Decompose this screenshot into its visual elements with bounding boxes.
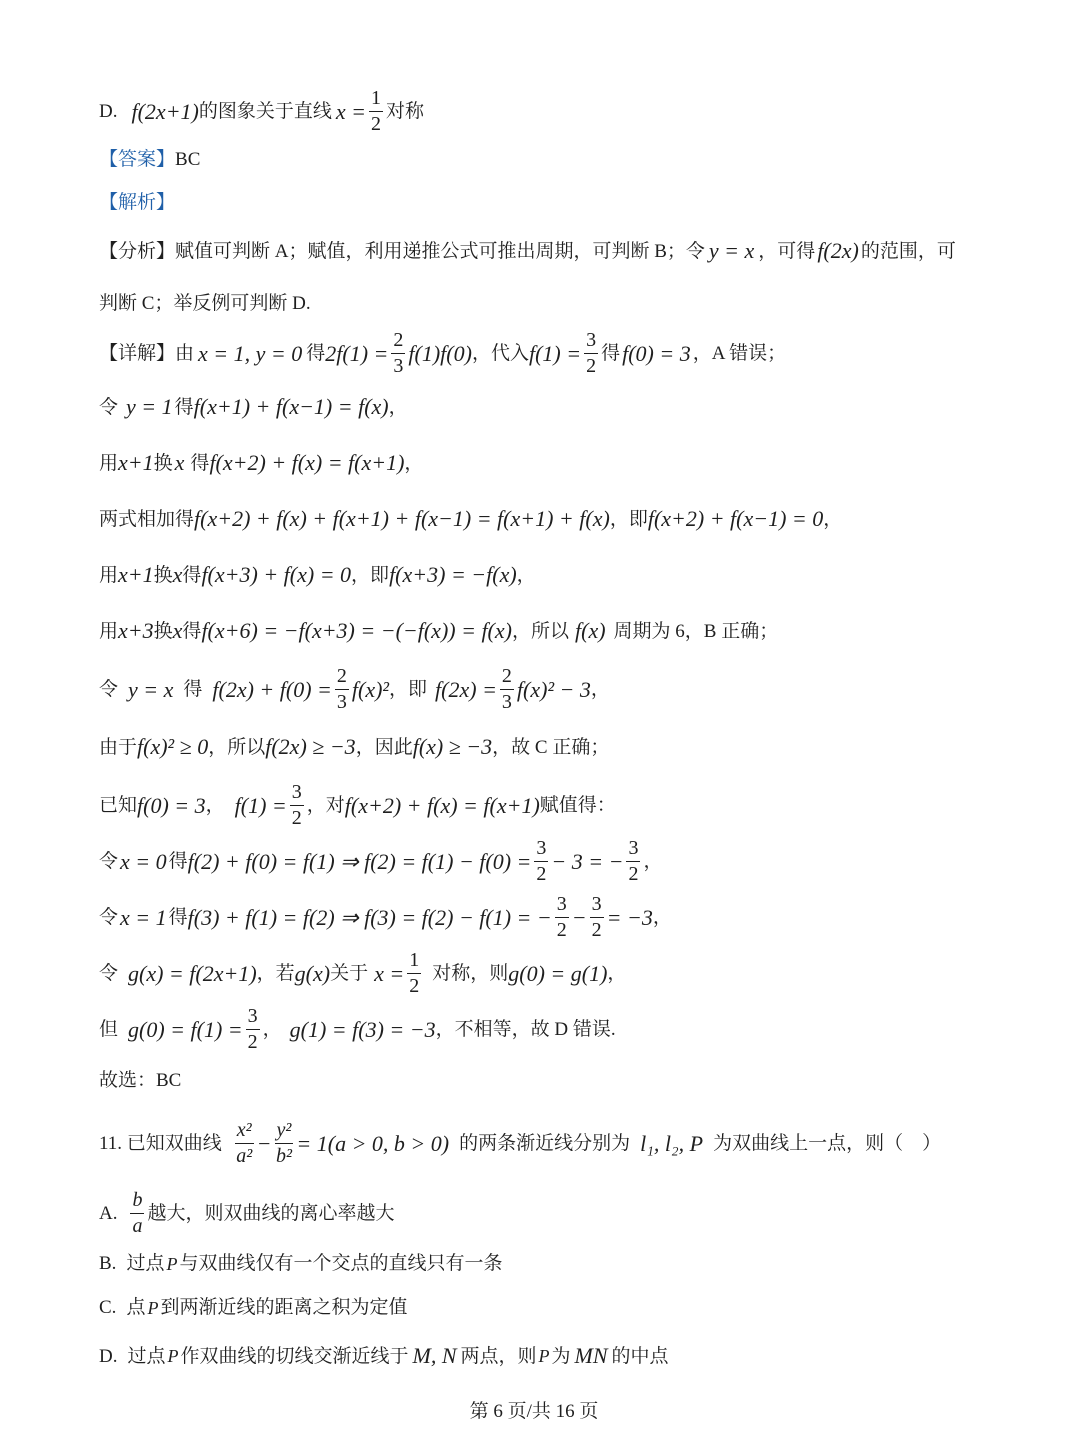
option-d [99,1345,669,1367]
math: x [172,618,183,643]
text: ，所以 [208,736,266,758]
fraction: $\frac{2}{3}$ [501,665,512,713]
solution-line-1 [99,396,408,418]
text: ，A 错误； [692,343,787,364]
text: 越大，则双曲线的离心率越大 [147,1203,395,1224]
text: 用 [99,452,119,474]
text: ，即 [389,679,428,700]
xiangjie-tag: 【详解】 [99,343,176,364]
solution-line-10 [99,894,672,941]
analysis-tag-line [99,193,175,212]
text: ，不相等，故 D 错误. [435,1019,616,1040]
text: 令 [99,963,119,984]
solution-line-12 [99,1006,616,1053]
math: P [166,1253,178,1274]
text: ，故 C 正确； [492,736,610,758]
option-c [99,1298,407,1317]
math: P [167,1346,179,1366]
solution-line-11 [99,950,626,997]
text: ，因此 [355,736,413,758]
fraction: $\frac{1}{2}$ [409,949,420,997]
math: x = 0 [120,848,167,874]
math: f(x)² ≥ 0 [137,734,209,759]
math: f(x) ≥ −3 [412,734,493,759]
math: f(0) = 3 [137,792,206,818]
math: M, N [412,1343,457,1368]
math: x = 1 [120,904,167,930]
math: f(1)f(0) [408,340,472,366]
question-11 [99,1120,941,1167]
math: f(x+2) + f(x−1) = 0 [647,506,824,531]
fenxi-line [99,240,956,262]
text: 与双曲线仅有一个交点的直线只有一条 [179,1253,503,1274]
math: g(0) = g(1) [508,960,608,986]
fraction: $\frac{\text{x²}}{\text{a²}}$ [236,1119,253,1167]
text: 赋值得： [539,795,616,816]
math: f(0) = 3 [622,340,691,366]
math: f(2) + f(0) = f(1) ⇒ f(2) = f(1) − f(0) = [187,848,532,874]
fraction: $\frac{3}{2}$ [536,837,547,885]
text: 两点，则 [460,1345,537,1367]
math: = −3 [606,904,653,930]
text: 换 [153,564,173,586]
text: ， [262,1019,282,1040]
math: f(x+1) + f(x−1) = f(x) [193,394,389,419]
math: − [571,904,587,930]
math: g(0) = f(1) = [128,1016,243,1042]
fraction: $\frac{\text{y²}}{\text{b²}}$ [275,1119,292,1167]
solution-line-5 [99,620,778,642]
text: 的图象关于直线 [198,101,332,122]
text: 令 [99,396,119,418]
text: ， [404,452,424,474]
text: 得 [182,564,202,586]
math: f(3) + f(1) = f(2) ⇒ f(3) = f(2) − f(1) = − [187,904,552,930]
math: f(x+2) + f(x) + f(x+1) + f(x−1) = f(x+1) + f(x) [194,506,610,531]
text: ， [590,679,610,700]
math: f(2x) = [435,676,497,702]
text: 周期为 6，B 正确； [613,620,779,642]
text: ，即 [351,564,390,586]
text: 得 [601,343,621,364]
math: P [147,1297,159,1318]
text: 过点 [126,1253,165,1274]
text: 赋值可判断 A；赋值，利用递推公式可推出周期，可判断 B；令 [175,240,705,262]
fenxi-tag: 【分析】 [99,240,176,262]
math: f(1) = [234,792,287,818]
math: x [174,450,185,475]
text: ， [652,907,672,928]
analysis-tag: 【解析】 [99,192,176,213]
math: f(x+2) + f(x) = f(x+1) [209,450,405,475]
fraction: $\frac{3}{2}$ [291,781,302,829]
text: 两式相加得 [99,508,195,530]
text: 点 [126,1297,146,1318]
text: 已知 [99,795,138,816]
text: ，对 [306,795,345,816]
text: 令 [99,907,119,928]
math: f(2x+1) [131,98,199,124]
math: f(x)² [351,676,390,702]
text: 判断 C；举反例可判断 D. [99,293,311,314]
text: 对称，则 [432,963,509,984]
math: MN [574,1343,608,1368]
solution-line-2 [99,452,423,474]
solution-line-9 [99,838,662,885]
text: ，所以 [511,620,569,642]
solution-line-3 [99,508,842,530]
fraction: $\frac{3}{2}$ [556,893,567,941]
math: P [538,1346,550,1366]
text: 令 [99,679,119,700]
text: ， [607,963,627,984]
text: 为 [551,1345,571,1367]
math: f(2x) ≥ −3 [265,734,356,759]
math: x = 1, y = 0 [198,340,303,366]
math: f(x+2) + f(x) = f(x+1) [344,792,540,818]
math: x = [335,98,366,124]
fraction: $\frac{3}{2}$ [586,329,597,377]
text: 得 [174,396,194,418]
fraction: $\frac{3}{2}$ [591,893,602,941]
text: 由 [175,343,195,364]
fenxi-line-2 [99,294,311,313]
option-a [99,1190,395,1237]
text: 故选：BC [99,1070,182,1091]
option-d-prev [99,88,424,135]
text: 得 [182,620,202,642]
math: x [172,562,183,587]
text: 令 [99,851,119,872]
fraction: $\frac{1}{2}$ [371,87,381,135]
math: y = x [128,676,174,702]
text: 11. 已知双曲线 [99,1133,222,1154]
xiangjie-line [99,330,786,377]
solution-line-7 [99,736,609,758]
page-footer: 第 6 页/共 16 页 [469,1401,599,1422]
text: 得 [306,343,326,364]
text: 由于 [99,736,138,758]
text: 的范围，可 [860,240,956,262]
math: x+1 [118,450,154,475]
math: y = 1 [126,394,173,419]
text: 关于 [330,963,369,984]
math: f(x+3) = −f(x) [389,562,517,587]
math: f(x+3) + f(x) = 0 [201,562,352,587]
math: g(1) = f(3) = −3 [289,1016,436,1042]
text: 的中点 [611,1345,669,1367]
math: − 3 = − [551,848,624,874]
math: f(x) [575,618,606,643]
math: f(1) = [528,340,582,366]
text: 但 [99,1019,119,1040]
text: ，代入 [471,343,529,364]
option-label: D. [99,101,118,122]
text: ， [643,851,663,872]
solution-line-4 [99,564,536,586]
text: ， [205,795,225,816]
text: 过点 [127,1345,166,1367]
text: 作双曲线的切线交渐近线于 [180,1345,409,1367]
text: 用 [99,620,119,642]
option-label: C. [99,1297,117,1318]
solution-line-6 [99,666,610,713]
answer-value: BC [175,149,201,170]
math: f(2x) [817,238,859,263]
text: 得 [168,851,188,872]
text: 换 [153,452,173,474]
math: x+1 [118,562,154,587]
math: l₁, l₂, P [640,1130,704,1156]
math: x = [374,960,405,986]
math: = 1(a > 0, b > 0) [296,1130,450,1156]
math: 2f(1) = [325,340,389,366]
answer-line [99,150,200,169]
fraction: $\frac{2}{3}$ [393,329,404,377]
math: f(x+6) = −f(x+3) = −(−f(x)) = f(x) [201,618,512,643]
text: 得 [190,452,210,474]
text: ， [823,508,843,530]
fraction: $\frac{3}{2}$ [628,837,639,885]
math: f(2x) + f(0) = [212,676,332,702]
text: 得 [168,907,188,928]
text: ， [388,396,408,418]
option-label: B. [99,1253,117,1274]
fraction: $\frac{b}{a}$ [132,1189,143,1237]
fraction: $\frac{2}{3}$ [336,665,347,713]
final-choice-line [99,1071,181,1090]
text: ， [516,564,536,586]
math: f(x)² − 3 [516,676,591,702]
math: x+3 [118,618,154,643]
text: ，可得 [758,240,816,262]
text: 换 [153,620,173,642]
text: 得 [183,679,203,700]
math: g(x) [294,960,331,986]
option-b [99,1254,502,1273]
option-label: D. [99,1345,118,1367]
math: − [256,1130,272,1156]
text: 为双曲线上一点，则（ ） [713,1133,942,1154]
text: 对称 [386,101,425,122]
text: ，即 [609,508,648,530]
text: 到两渐近线的距离之积为定值 [160,1297,408,1318]
fraction: $\frac{3}{2}$ [247,1005,258,1053]
solution-line-8 [99,782,616,829]
text: ，若 [256,963,295,984]
math: g(x) = f(2x+1) [128,960,257,986]
math: y = x [708,238,755,263]
text: 的两条渐近线分别为 [459,1133,631,1154]
answer-tag: 【答案】 [99,149,176,170]
text: 用 [99,564,119,586]
option-label: A. [99,1203,118,1224]
